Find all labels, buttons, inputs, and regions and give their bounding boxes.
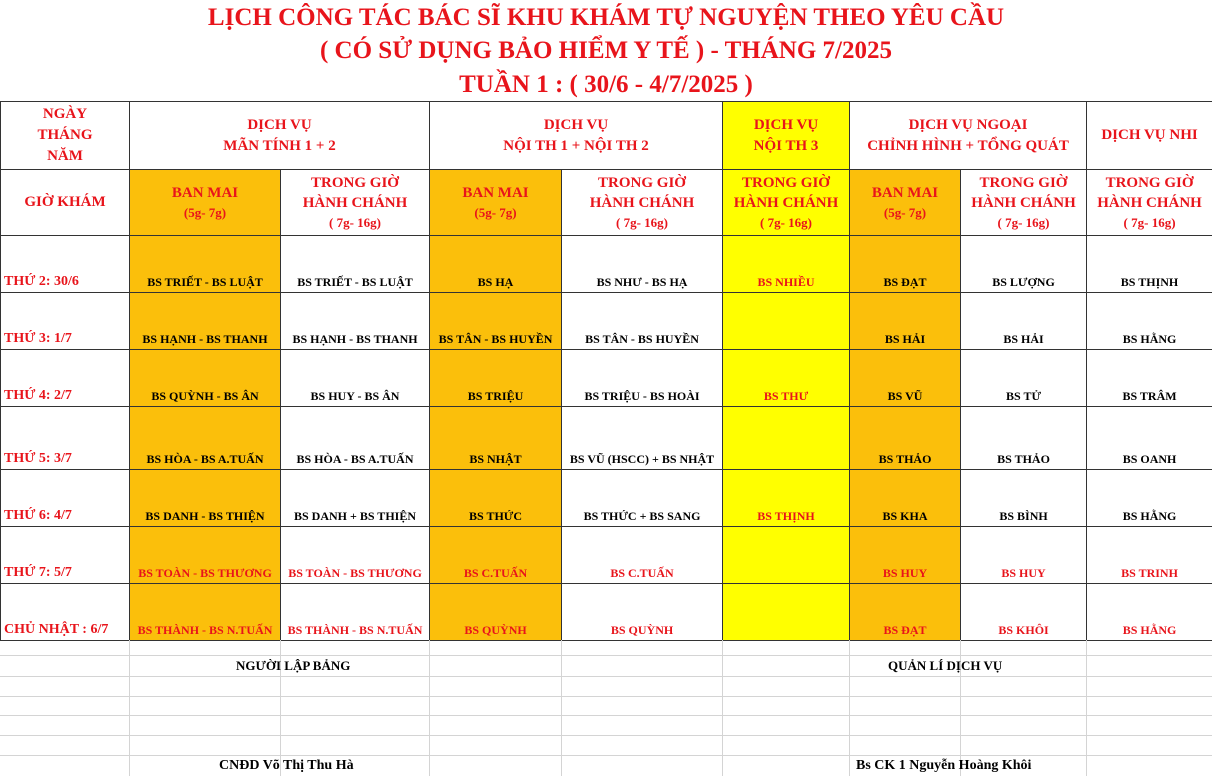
schedule-cell: BS THỨC + BS SANG xyxy=(562,470,723,527)
schedule-cell: BS HUY xyxy=(850,527,961,584)
gridline xyxy=(1086,640,1087,776)
shift-hanh-chanh xyxy=(961,170,1087,236)
shift-time: (5g- 7g) xyxy=(883,204,927,220)
shift-label-2: HÀNH CHÁNH xyxy=(971,194,1076,211)
schedule-cell: BS C.TUẤN xyxy=(430,527,562,584)
schedule-cell: BS THẢO xyxy=(850,407,961,470)
shift-time: ( 7g- 16g) xyxy=(1123,214,1176,230)
schedule-cell: BS TÂN - BS HUYỀN xyxy=(430,293,562,350)
day-label: THỨ 7: 5/7 xyxy=(1,527,130,584)
shift-ban-mai xyxy=(130,170,281,236)
shift-label-2: HÀNH CHÁNH xyxy=(589,194,695,211)
schedule-cell: BS TOÀN - BS THƯƠNG xyxy=(281,527,430,584)
schedule-cell xyxy=(723,407,850,470)
header-gio-kham: GIỜ KHÁM xyxy=(1,170,130,236)
schedule-cell: BS NHƯ - BS HẠ xyxy=(562,236,723,293)
schedule-cell: BS QUỲNH xyxy=(430,584,562,641)
header-service-noi-th-1-2 xyxy=(430,102,723,170)
service-label: DỊCH VỤ NGOẠI xyxy=(908,116,1028,133)
schedule-cell: BS TOÀN - BS THƯƠNG xyxy=(130,527,281,584)
schedule-cell: BS NHIỀU xyxy=(723,236,850,293)
shift-label: TRONG GIỜ xyxy=(598,174,686,191)
schedule-cell: BS NHẬT xyxy=(430,407,562,470)
shift-label-2: HÀNH CHÁNH xyxy=(302,194,408,211)
schedule-cell: BS TRINH xyxy=(1087,527,1212,584)
header-date-cell xyxy=(1,102,130,170)
table-row xyxy=(1,293,1212,350)
schedule-cell: BS KHA xyxy=(850,470,961,527)
header-nam: NĂM xyxy=(47,148,83,164)
gridline xyxy=(0,655,1212,656)
table-row xyxy=(1,407,1212,470)
title-line-3: TUẦN 1 : ( 30/6 - 4/7/2025 ) xyxy=(459,71,753,98)
table-row xyxy=(1,470,1212,527)
shift-hanh-chanh xyxy=(1087,170,1212,236)
preparer-name: CNĐD Võ Thị Thu Hà xyxy=(219,758,354,773)
shift-time: ( 7g- 16g) xyxy=(329,214,381,230)
schedule-cell: BS LƯỢNG xyxy=(961,236,1087,293)
schedule-cell: BS HẠNH - BS THANH xyxy=(130,293,281,350)
schedule-cell: BS THỊNH xyxy=(1087,236,1212,293)
day-label: THỨ 3: 1/7 xyxy=(1,293,130,350)
schedule-cell: BS DANH - BS THIỆN xyxy=(130,470,281,527)
table-row xyxy=(1,236,1212,293)
schedule-cell: BS HÒA - BS A.TUẤN xyxy=(130,407,281,470)
gridline xyxy=(561,640,562,776)
schedule-table xyxy=(0,101,1212,641)
schedule-cell: BS HẠNH - BS THANH xyxy=(281,293,430,350)
schedule-cell: BS HUY xyxy=(961,527,1087,584)
service-name: NỘI TH 3 xyxy=(753,137,819,154)
title-line-1: LỊCH CÔNG TÁC BÁC SĨ KHU KHÁM TỰ NGUYỆN THEO YÊU CẦU xyxy=(207,4,1005,31)
schedule-cell: BS TRIỆU - BS HOÀI xyxy=(562,350,723,407)
schedule-cell: BS THỨC xyxy=(430,470,562,527)
shift-label: TRONG GIỜ xyxy=(311,174,399,191)
signature-footer xyxy=(0,640,1212,776)
schedule-cell: BS HẰNG xyxy=(1087,584,1212,641)
header-service-ngoai xyxy=(850,102,1087,170)
schedule-cell xyxy=(723,527,850,584)
schedule-cell: BS TRIẾT - BS LUẬT xyxy=(130,236,281,293)
schedule-cell: BS THƯ xyxy=(723,350,850,407)
schedule-cell: BS TRÂM xyxy=(1087,350,1212,407)
shift-label: TRONG GIỜ xyxy=(1105,174,1194,191)
shift-time: ( 7g- 16g) xyxy=(760,214,813,230)
schedule-cell: BS QUỲNH xyxy=(562,584,723,641)
manager-name: Bs CK 1 Nguyễn Hoàng Khôi xyxy=(856,758,1032,773)
gridline xyxy=(0,715,1212,716)
day-label: THỨ 5: 3/7 xyxy=(1,407,130,470)
gridline xyxy=(0,676,1212,677)
header-row-shifts xyxy=(1,170,1212,236)
schedule-cell: BS HUY - BS ÂN xyxy=(281,350,430,407)
table-row xyxy=(1,527,1212,584)
shift-label: BAN MAI xyxy=(462,184,529,201)
service-label: DỊCH VỤ xyxy=(753,116,819,133)
schedule-cell: BS HÒA - BS A.TUẤN xyxy=(281,407,430,470)
schedule-cell: BS QUỲNH - BS ÂN xyxy=(130,350,281,407)
shift-label: TRONG GIỜ xyxy=(742,174,830,191)
schedule-cell xyxy=(723,293,850,350)
schedule-cell: BS OANH xyxy=(1087,407,1212,470)
header-ngay: NGÀY xyxy=(42,106,88,122)
header-row-services xyxy=(1,102,1212,170)
schedule-cell: BS TÂN - BS HUYỀN xyxy=(562,293,723,350)
service-name: MÃN TÍNH 1 + 2 xyxy=(223,137,336,154)
shift-label: TRONG GIỜ xyxy=(979,174,1068,191)
schedule-cell: BS HẰNG xyxy=(1087,293,1212,350)
gridline xyxy=(0,696,1212,697)
shift-label: BAN MAI xyxy=(871,184,939,201)
shift-time: (5g- 7g) xyxy=(183,204,227,220)
gridline xyxy=(0,755,1212,756)
service-name: NỘI TH 1 + NỘI TH 2 xyxy=(503,137,649,154)
shift-label-2: HÀNH CHÁNH xyxy=(733,194,839,211)
schedule-cell: BS HẰNG xyxy=(1087,470,1212,527)
schedule-title xyxy=(0,0,1212,101)
gridline xyxy=(0,735,1212,736)
day-label: THỨ 4: 2/7 xyxy=(1,350,130,407)
shift-ban-mai xyxy=(850,170,961,236)
schedule-cell: BS THỊNH xyxy=(723,470,850,527)
header-service-nhi xyxy=(1087,102,1212,170)
shift-hanh-chanh xyxy=(562,170,723,236)
service-label: DỊCH VỤ xyxy=(543,116,609,133)
gridline xyxy=(849,640,850,776)
shift-label: BAN MAI xyxy=(171,184,239,201)
shift-hanh-chanh xyxy=(723,170,850,236)
service-label: DỊCH VỤ xyxy=(247,116,312,133)
header-thang: THÁNG xyxy=(37,127,93,143)
gridline xyxy=(429,640,430,776)
preparer-title: NGƯỜI LẬP BẢNG xyxy=(236,658,351,673)
day-label: THỨ 2: 30/6 xyxy=(1,236,130,293)
schedule-cell: BS HẢI xyxy=(961,293,1087,350)
schedule-cell: BS HẢI xyxy=(850,293,961,350)
schedule-cell: BS THẢO xyxy=(961,407,1087,470)
header-service-noi-th-3 xyxy=(723,102,850,170)
schedule-cell: BS THÀNH - BS N.TUẤN xyxy=(281,584,430,641)
table-row xyxy=(1,584,1212,641)
header-service-man-tinh xyxy=(130,102,430,170)
shift-time: ( 7g- 16g) xyxy=(616,214,669,230)
shift-label-2: HÀNH CHÁNH xyxy=(1097,194,1202,211)
schedule-cell: BS ĐẠT xyxy=(850,236,961,293)
schedule-cell: BS DANH + BS THIỆN xyxy=(281,470,430,527)
shift-time: (5g- 7g) xyxy=(474,204,517,220)
day-label: THỨ 6: 4/7 xyxy=(1,470,130,527)
shift-time: ( 7g- 16g) xyxy=(997,214,1050,230)
schedule-cell: BS TỬ xyxy=(961,350,1087,407)
schedule-cell: BS KHÔI xyxy=(961,584,1087,641)
schedule-cell: BS TRIẾT - BS LUẬT xyxy=(281,236,430,293)
schedule-cell: BS VŨ (HSCC) + BS NHẬT xyxy=(562,407,723,470)
shift-hanh-chanh xyxy=(281,170,430,236)
schedule-cell: BS ĐẠT xyxy=(850,584,961,641)
service-name: CHỈNH HÌNH + TỔNG QUÁT xyxy=(867,137,1069,154)
title-line-2: ( CÓ SỬ DỤNG BẢO HIỂM Y TẾ ) - THÁNG 7/2025 xyxy=(319,37,893,64)
schedule-cell: BS VŨ xyxy=(850,350,961,407)
table-row xyxy=(1,350,1212,407)
gridline xyxy=(129,640,130,776)
day-label: CHỦ NHẬT : 6/7 xyxy=(1,584,130,641)
gridline xyxy=(722,640,723,776)
schedule-cell: BS THÀNH - BS N.TUẤN xyxy=(130,584,281,641)
schedule-cell: BS TRIỆU xyxy=(430,350,562,407)
schedule-cell xyxy=(723,584,850,641)
schedule-cell: BS BÌNH xyxy=(961,470,1087,527)
schedule-cell: BS C.TUẤN xyxy=(562,527,723,584)
service-label: DỊCH VỤ NHI xyxy=(1101,127,1198,143)
schedule-cell: BS HẠ xyxy=(430,236,562,293)
manager-title: QUẢN LÍ DỊCH VỤ xyxy=(888,658,1003,673)
shift-ban-mai xyxy=(430,170,562,236)
